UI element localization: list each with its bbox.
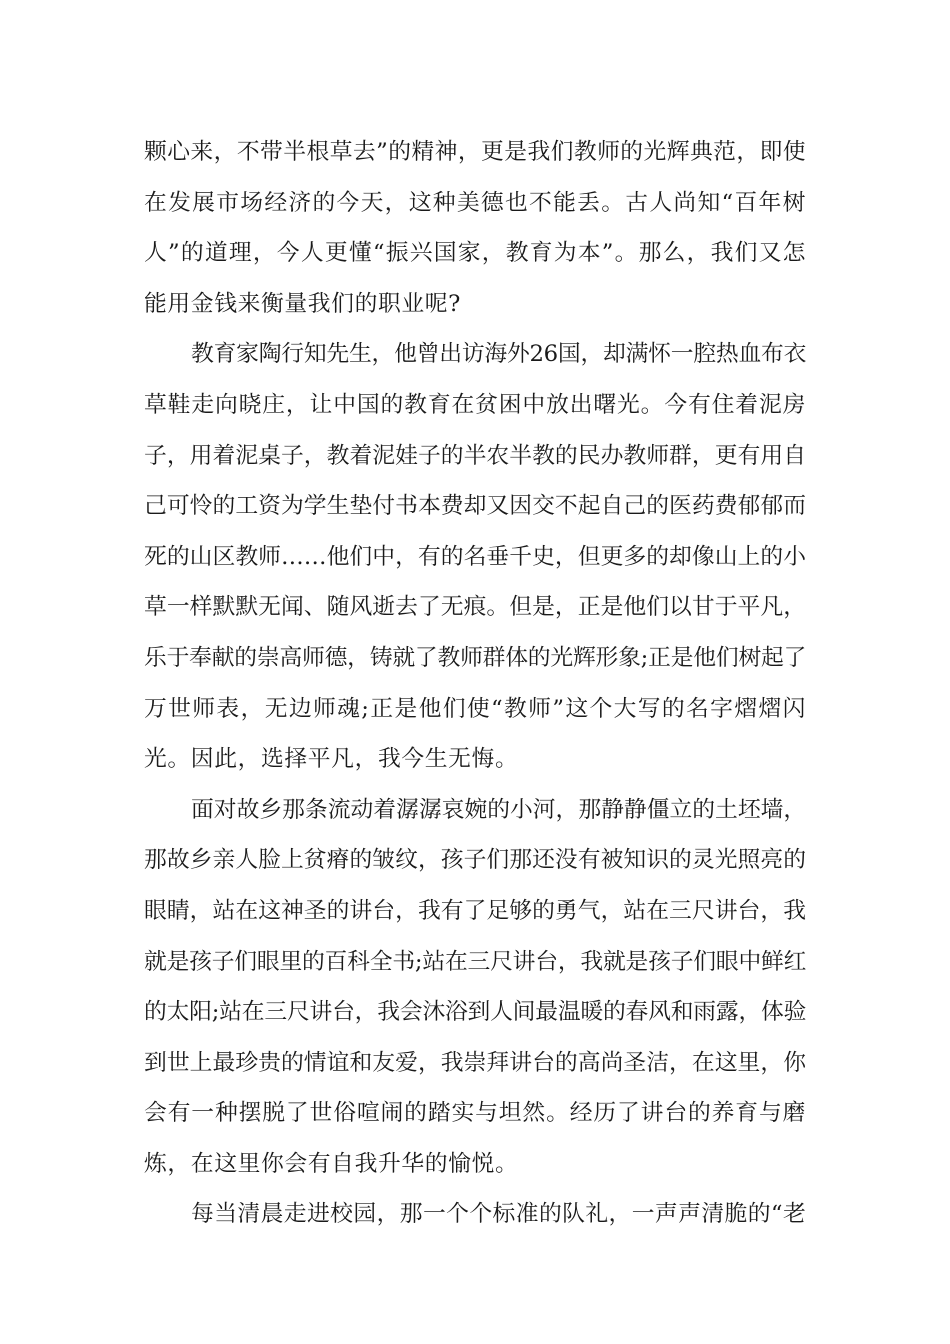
- paragraph: [144, 329, 806, 784]
- text-line: 的太阳;站在三尺讲台，我会沐浴到人间最温暖的春风和雨露，体验: [144, 999, 806, 1026]
- text-line: 子，用着泥桌子，教着泥娃子的半农半教的民办教师群，更有用自: [144, 442, 806, 469]
- text-line: 会有一种摆脱了世俗喧闹的踏实与坦然。经历了讲台的养育与磨: [144, 1100, 806, 1127]
- text-line: 万世师表，无边师魂;正是他们使“教师”这个大写的名字熠熠闪: [144, 695, 806, 722]
- text-line: 乐于奉献的崇高师德，铸就了教师群体的光辉形象;正是他们树起了: [144, 644, 806, 671]
- text-line: 面对故乡那条流动着潺潺哀婉的小河，那静静僵立的土坯墙，: [191, 796, 806, 823]
- text-line: 就是孩子们眼里的百科全书;站在三尺讲台，我就是孩子们眼中鲜红: [144, 948, 806, 975]
- text-line: 草一样默默无闻、随风逝去了无痕。但是，正是他们以甘于平凡，: [144, 594, 806, 621]
- text-line: 在发展市场经济的今天，这种美德也不能丢。古人尚知“百年树: [144, 189, 806, 216]
- text-line: 死的山区教师……他们中，有的名垂千史，但更多的却像山上的小: [144, 543, 806, 570]
- paragraph: [144, 1189, 806, 1240]
- text-line: 能用金钱来衡量我们的职业呢?: [144, 290, 461, 317]
- text-line: 人”的道理，今人更懂“振兴国家，教育为本”。那么，我们又怎: [144, 240, 806, 267]
- text-line: 教育家陶行知先生，他曾出访海外26国，却满怀一腔热血布衣: [191, 341, 806, 368]
- text-line: 光。因此，选择平凡，我今生无悔。: [144, 746, 519, 773]
- text-line: 己可怜的工资为学生垫付书本费却又因交不起自己的医药费郁郁而: [144, 493, 806, 520]
- paragraph: [144, 785, 806, 1190]
- text-line: 炼，在这里你会有自我升华的愉悦。: [144, 1150, 519, 1177]
- text-line: 颗心来，不带半根草去”的精神，更是我们教师的光辉典范，即使: [144, 139, 806, 165]
- paragraph: [144, 127, 806, 329]
- text-line: 每当清晨走进校园，那一个个标准的队礼，一声声清脆的“老: [191, 1201, 807, 1228]
- text-line: 草鞋走向晓庄，让中国的教育在贫困中放出曙光。今有住着泥房: [144, 391, 806, 418]
- text-line: 到世上最珍贵的情谊和友爱，我崇拜讲台的高尚圣洁，在这里，你: [144, 1049, 806, 1076]
- text-line: 眼睛，站在这神圣的讲台，我有了足够的勇气，站在三尺讲台，我: [144, 897, 806, 924]
- text-line: 那故乡亲人脸上贫瘠的皱纹，孩子们那还没有被知识的灵光照亮的: [144, 847, 806, 874]
- body-text: [144, 127, 806, 1240]
